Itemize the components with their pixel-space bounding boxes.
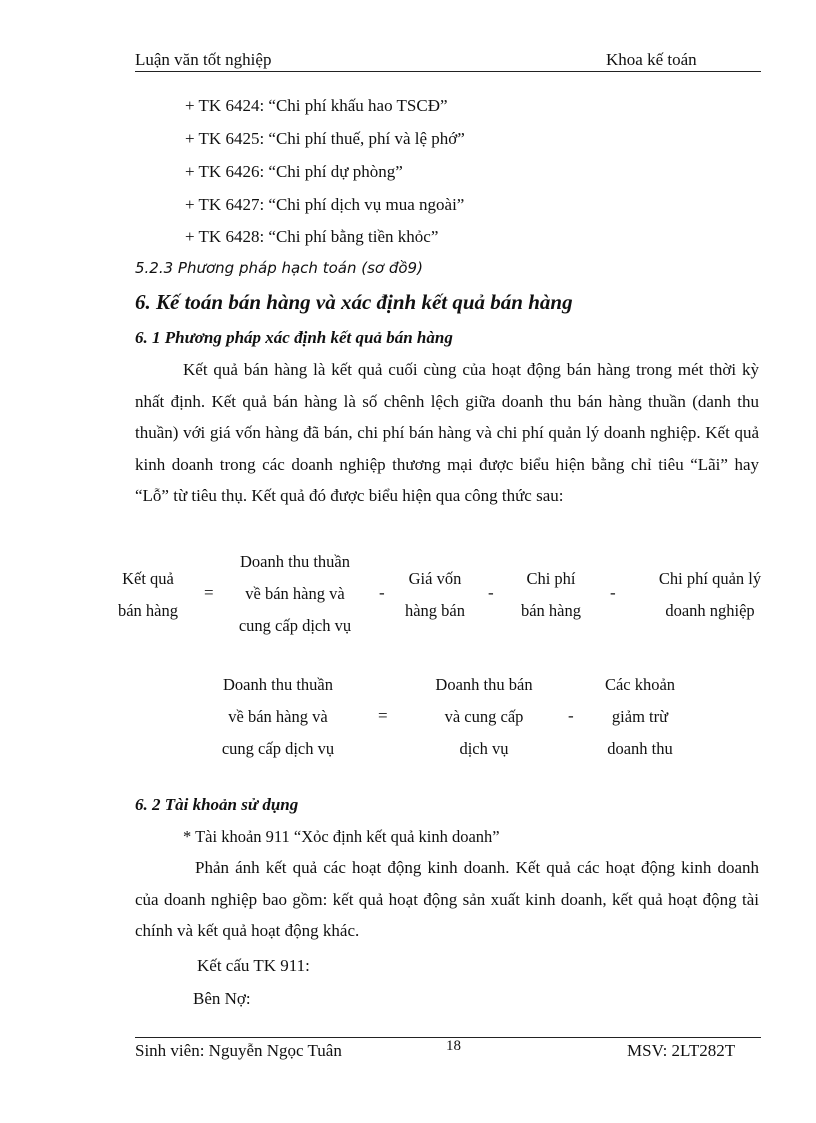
subheading-523: 5.2.3 Phương pháp hạch toán (sơ đồ9) [135,259,423,277]
formula1-term-cogs: Giá vốn hàng bán [404,569,466,620]
formula2-term-deductions: Các khoản giảm trừ doanh thu [604,675,676,758]
formula2-minus: - [568,706,574,725]
formula1-lhs: Kết quả bán hàng [117,569,179,620]
heading-6-2: 6. 2 Tài khoản sử dụng [135,795,299,814]
heading-6: 6. Kế toán bán hàng và xác định kết quả bán hàng [135,290,573,314]
formula2-lhs: Doanh thu thuần về bán hàng và cung cấp dịch vụ [221,675,335,758]
account-item: + TK 6425: “Chi phí thuế, phí và lệ phớ” [185,129,465,148]
header-left: Luận văn tốt nghiệp [135,50,272,69]
account-911: * Tài khoản 911 “Xỏc định kết quả kinh doanh” [183,827,500,846]
formula1-minus: - [610,583,616,602]
formula2-equals: = [378,706,388,725]
formula1-term-selling-cost: Chi phí bán hàng [520,569,582,620]
heading-6-1: 6. 1 Phương pháp xác định kết quả bán hàng [135,328,453,347]
account-item: + TK 6426: “Chi phí dự phòng” [185,162,403,181]
account-item: + TK 6424: “Chi phí khấu hao TSCĐ” [185,96,448,115]
page-number: 18 [446,1038,461,1054]
paragraph-account-911: Phản ánh kết quả các hoạt động kinh doanh. Kết quả các hoạt động kinh doanh của doanh nghiệp bao gồm: kết quả hoạt động sản xuất kinh doanh, kết quả hoạt động tài chính và kết quả hoạt động khác. [135,858,759,940]
paragraph-result-definition: Kết quả bán hàng là kết quả cuối cùng của hoạt động bán hàng trong mét thời kỳ nhất định. Kết quả bán hàng là số chênh lệch giữa doanh thu bán hàng thuần (danh thu thuần) với giá vốn hàng đã bán, chi phí bán hàng và chi phí quản lý doanh nghiệp. Kết quả kinh doanh trong các doanh nghiệp thương mại được biểu hiện bằng chỉ tiêu “Lãi” hay “Lỗ” từ tiêu thụ. Kết quả đó được biểu hiện qua công thức sau: [135,360,759,505]
formula1-equals: = [204,583,214,602]
structure-label: Kết cấu TK 911: [197,956,310,975]
footer-msv: MSV: 2LT282T [627,1041,736,1060]
formula2-term-gross-revenue: Doanh thu bán và cung cấp dịch vụ [435,675,533,758]
formula1-term-admin-cost: Chi phí quản lý doanh nghiệp [658,569,762,620]
debit-label: Bên Nợ: [193,989,251,1008]
footer-student: Sinh viên: Nguyễn Ngọc Tuân [135,1041,342,1060]
header-rule [135,71,761,72]
account-item: + TK 6428: “Chi phí bằng tiền khỏc” [185,227,439,246]
formula1-minus: - [379,583,385,602]
account-item: + TK 6427: “Chi phí dịch vụ mua ngoài” [185,195,465,214]
formula1-term-net-revenue: Doanh thu thuần về bán hàng và cung cấp dịch vụ [238,552,352,635]
formula1-minus: - [488,583,494,602]
header-right: Khoa kế toán [606,50,697,69]
